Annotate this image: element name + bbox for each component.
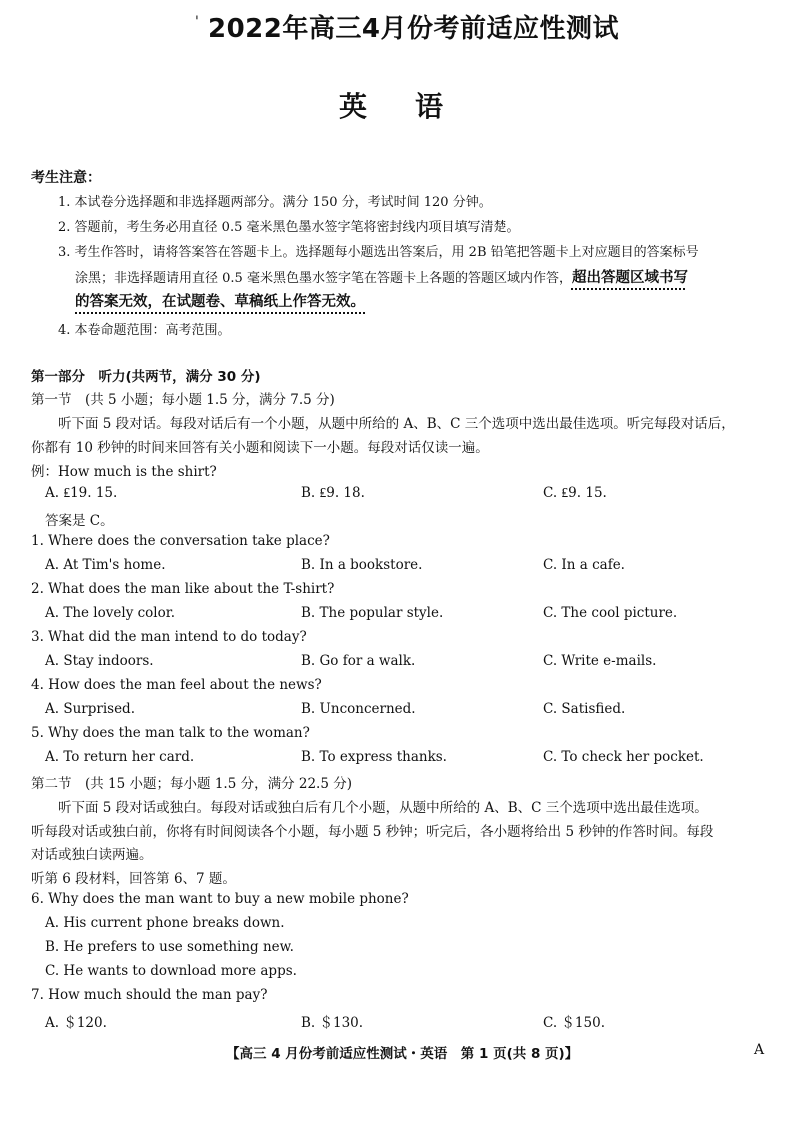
section2-instructions-line-2: 听每段对话或独白前，你将有时间阅读各个小题，每小题 5 秒钟；听完后，各小题将给出 5 秒钟的作答时间。每段 xyxy=(31,824,714,840)
section2-heading: 第二节 (共 15 小题；每小题 1.5 分，满分 22.5 分) xyxy=(31,776,352,792)
paper-version-mark: A xyxy=(754,1042,765,1058)
section2-instructions-line-3: 对话或独白读两遍。 xyxy=(31,847,153,863)
example-option-c: C. ₤9. 15. xyxy=(543,485,607,501)
note-item-3-line-1: 3. 考生作答时，请将答案答在答题卡上。选择题每小题选出答案后，用 2B 铅笔把答题卡上对应题目的答案标号 xyxy=(58,245,699,260)
question-5: 5. Why does the man talk to the woman? xyxy=(31,725,310,741)
note-item-4: 4. 本卷命题范围：高考范围。 xyxy=(58,323,231,338)
question-4-option-b: B. Unconcerned. xyxy=(301,701,416,717)
question-3-option-c: C. Write e-mails. xyxy=(543,653,657,669)
part1-heading: 第一部分 听力(共两节，满分 30 分) xyxy=(31,369,261,385)
note-item-3-line-2-emphasis: 超出答题区域书写 xyxy=(571,270,688,286)
notes-heading: 考生注意： xyxy=(31,170,101,186)
question-5-option-a: A. To return her card. xyxy=(45,749,195,765)
example-option-a: A. ₤19. 15. xyxy=(45,485,118,501)
question-2: 2. What does the man like about the T-shirt? xyxy=(31,581,335,597)
question-3-option-b: B. Go for a walk. xyxy=(301,653,416,669)
section1-instructions-line-1: 听下面 5 段对话。每段对话后有一个小题，从题中所给的 A、B、C 三个选项中选出最佳选项。听完每段对话后， xyxy=(58,416,735,432)
example-answer: 答案是 C。 xyxy=(45,513,114,529)
question-6-option-c: C. He wants to download more apps. xyxy=(45,963,297,979)
page-footer: 【高三 4 月份考前适应性测试・英语 第 1 页(共 8 页)】 xyxy=(226,1046,579,1062)
example-question: 例：How much is the shirt? xyxy=(31,464,217,480)
question-2-option-b: B. The popular style. xyxy=(301,605,444,621)
question-1-option-c: C. In a cafe. xyxy=(543,557,625,573)
question-6: 6. Why does the man want to buy a new mobile phone? xyxy=(31,891,409,907)
question-1-option-a: A. At Tim's home. xyxy=(45,557,166,573)
question-3-option-a: A. Stay indoors. xyxy=(45,653,154,669)
note-item-3-line-3-emphasis: 的答案无效，在试题卷、草稿纸上作答无效。 xyxy=(75,294,365,310)
question-7-option-a: A. ＄120. xyxy=(45,1015,107,1031)
subject-title: 英语 xyxy=(339,90,492,123)
question-6-option-b: B. He prefers to use something new. xyxy=(45,939,294,955)
section2-instructions-line-1: 听下面 5 段对话或独白。每段对话或独白后有几个小题，从题中所给的 A、B、C 三个选项中选出最佳选项。 xyxy=(58,800,708,816)
question-7-option-c: C. ＄150. xyxy=(543,1015,605,1031)
question-4-option-c: C. Satisfied. xyxy=(543,701,626,717)
section1-heading: 第一节 (共 5 小题；每小题 1.5 分，满分 7.5 分) xyxy=(31,392,335,408)
note-item-3-line-2-plain: 涂黑；非选择题请用直径 0.5 毫米黑色墨水签字笔在答题卡上各题的答题区域内作答， xyxy=(75,271,572,286)
question-7: 7. How much should the man pay? xyxy=(31,987,268,1003)
question-6-option-a: A. His current phone breaks down. xyxy=(45,915,285,931)
question-4: 4. How does the man feel about the news? xyxy=(31,677,322,693)
question-4-option-a: A. Surprised. xyxy=(45,701,135,717)
note-item-3-line-2 xyxy=(75,266,688,287)
exam-title: 2022年高三4月份考前适应性测试 xyxy=(208,14,619,44)
question-5-option-c: C. To check her pocket. xyxy=(543,749,704,765)
note-item-1: 1. 本试卷分选择题和非选择题两部分。满分 150 分，考试时间 120 分钟。 xyxy=(58,195,492,210)
section1-instructions-line-2: 你都有 10 秒钟的时间来回答有关小题和阅读下一小题。每段对话仅读一遍。 xyxy=(31,440,489,456)
question-7-option-b: B. ＄130. xyxy=(301,1015,364,1031)
question-1: 1. Where does the conversation take place? xyxy=(31,533,330,549)
material-6-instruction: 听第 6 段材料，回答第 6、7 题。 xyxy=(31,871,236,887)
header-tick-mark: ' xyxy=(195,14,199,30)
question-3: 3. What did the man intend to do today? xyxy=(31,629,307,645)
example-option-b: B. ₤9. 18. xyxy=(301,485,365,501)
question-2-option-a: A. The lovely color. xyxy=(45,605,176,621)
question-1-option-b: B. In a bookstore. xyxy=(301,557,423,573)
question-2-option-c: C. The cool picture. xyxy=(543,605,678,621)
note-item-2: 2. 答题前，考生务必用直径 0.5 毫米黑色墨水签字笔将密封线内项目填写清楚。 xyxy=(58,220,520,235)
question-5-option-b: B. To express thanks. xyxy=(301,749,447,765)
